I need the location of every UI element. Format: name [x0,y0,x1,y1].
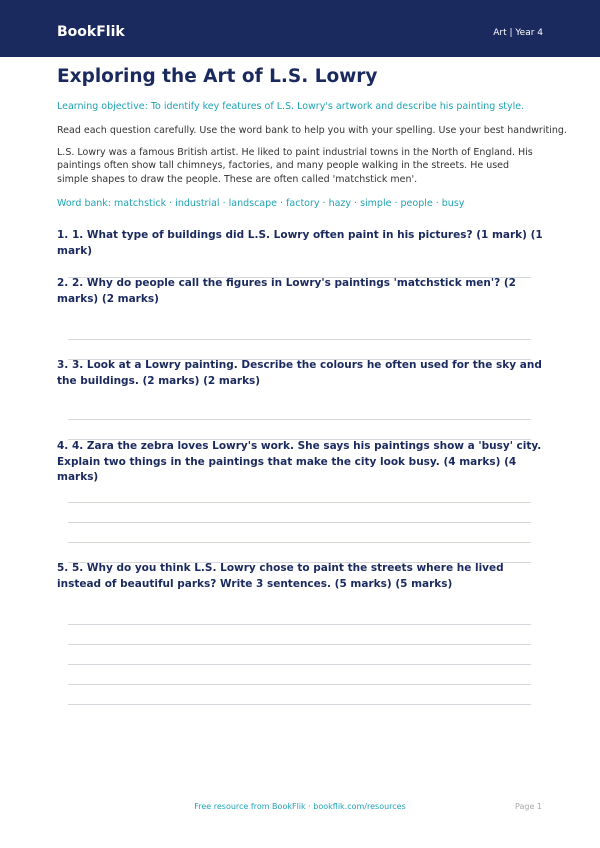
question-4: 4. 4. Zara the zebra loves Lowry's work. She says his paintings show a 'busy' city. Explain two things in the paintings that make the city look busy. (4 marks) (4 marks) [57,440,542,483]
question-3: 3. 3. Look at a Lowry painting. Describe the colours he often used for the sky and the buildings. (2 marks) (2 marks) [57,359,542,387]
answer-line[interactable] [68,339,531,340]
reading-passage: L.S. Lowry was a famous British artist. He liked to paint industrial towns in the North of England. His paintings often show tall chimneys, factories, and many people walking in the streets. He used simple shapes to draw the people. These are often called 'matchstick men'. [57,147,533,185]
answer-line[interactable] [68,704,531,705]
brand-logo: BookFlik [57,24,125,40]
answer-line[interactable] [68,624,531,625]
learning-objective: Learning objective: To identify key features of L.S. Lowry's artwork and describe his painting style. [57,101,525,112]
question-2: 2. 2. Why do people call the figures in Lowry's paintings 'matchstick men'? (2 marks) (2 marks) [57,277,516,305]
footer-text: Free resource from BookFlik · bookflik.com/resources [194,802,406,811]
answer-line[interactable] [68,542,531,543]
answer-line[interactable] [68,419,531,420]
page-title: Exploring the Art of L.S. Lowry [57,66,378,87]
word-bank: Word bank: matchstick · industrial · landscape · factory · hazy · simple · people · busy [57,198,465,209]
header-bar [0,0,600,57]
answer-line[interactable] [68,502,531,503]
answer-line[interactable] [68,664,531,665]
question-5: 5. 5. Why do you think L.S. Lowry chose to paint the streets where he lived instead of beautiful parks? Write 3 sentences. (5 marks) (5 marks) [57,562,504,590]
answer-line[interactable] [68,522,531,523]
page-number: Page 1 [515,802,542,811]
answer-line[interactable] [68,684,531,685]
question-1: 1. 1. What type of buildings did L.S. Lowry often paint in his pictures? (1 mark) (1 mark) [57,229,543,257]
subject-year-label: Art | Year 4 [493,28,543,38]
instructions: Read each question carefully. Use the word bank to help you with your spelling. Use your best handwriting. [57,125,567,136]
answer-line[interactable] [68,644,531,645]
